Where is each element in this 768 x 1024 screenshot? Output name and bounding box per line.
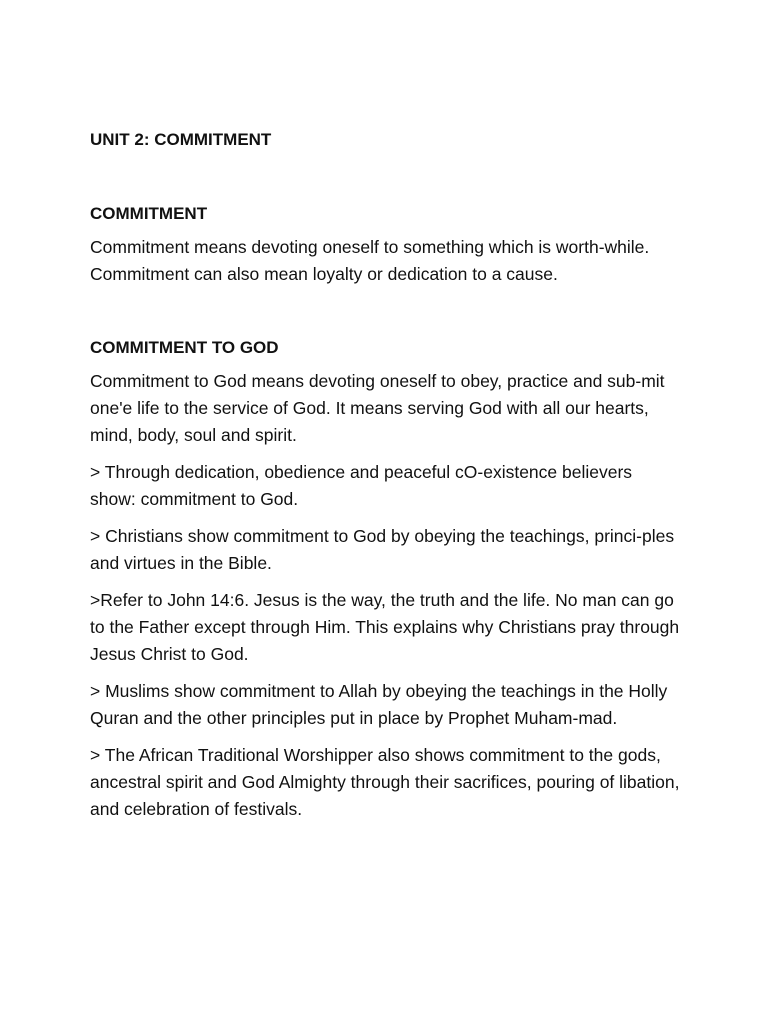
- bullet-item-dedication: > Through dedication, obedience and peaceful cO-existence believers show: commitment to God.: [90, 462, 633, 509]
- bullet-item-muslims: > Muslims show commitment to Allah by obeying the teachings in the Holly Quran and the other principles put in place by Prophet Muham-mad.: [90, 681, 668, 728]
- section-heading-commitment: COMMITMENT: [90, 204, 208, 223]
- definition-paragraph: Commitment means devoting oneself to something which is worth-while. Commitment can also mean loyalty or dedication to a cause.: [90, 237, 650, 284]
- unit-title: UNIT 2: COMMITMENT: [90, 130, 272, 149]
- bullet-item-african-traditional: > The African Traditional Worshipper also shows commitment to the gods, ancestral spirit and God Almighty through their sacrifices, pouring of libation, and celebration of festivals.: [90, 745, 680, 819]
- document-page: [90, 128, 680, 823]
- bullet-item-john-14-6: >Refer to John 14:6. Jesus is the way, the truth and the life. No man can go to the Father except through Him. This explains why Christians pray through Jesus Christ to God.: [90, 590, 680, 664]
- bullet-item-christians: > Christians show commitment to God by obeying the teachings, princi-ples and virtues in the Bible.: [90, 526, 675, 573]
- section-heading-commitment-to-god: COMMITMENT TO GOD: [90, 338, 279, 357]
- commitment-to-god-paragraph: Commitment to God means devoting oneself to obey, practice and sub-mit one'e life to the service of God. It means serving God with all our hearts, mind, body, soul and spirit.: [90, 371, 665, 445]
